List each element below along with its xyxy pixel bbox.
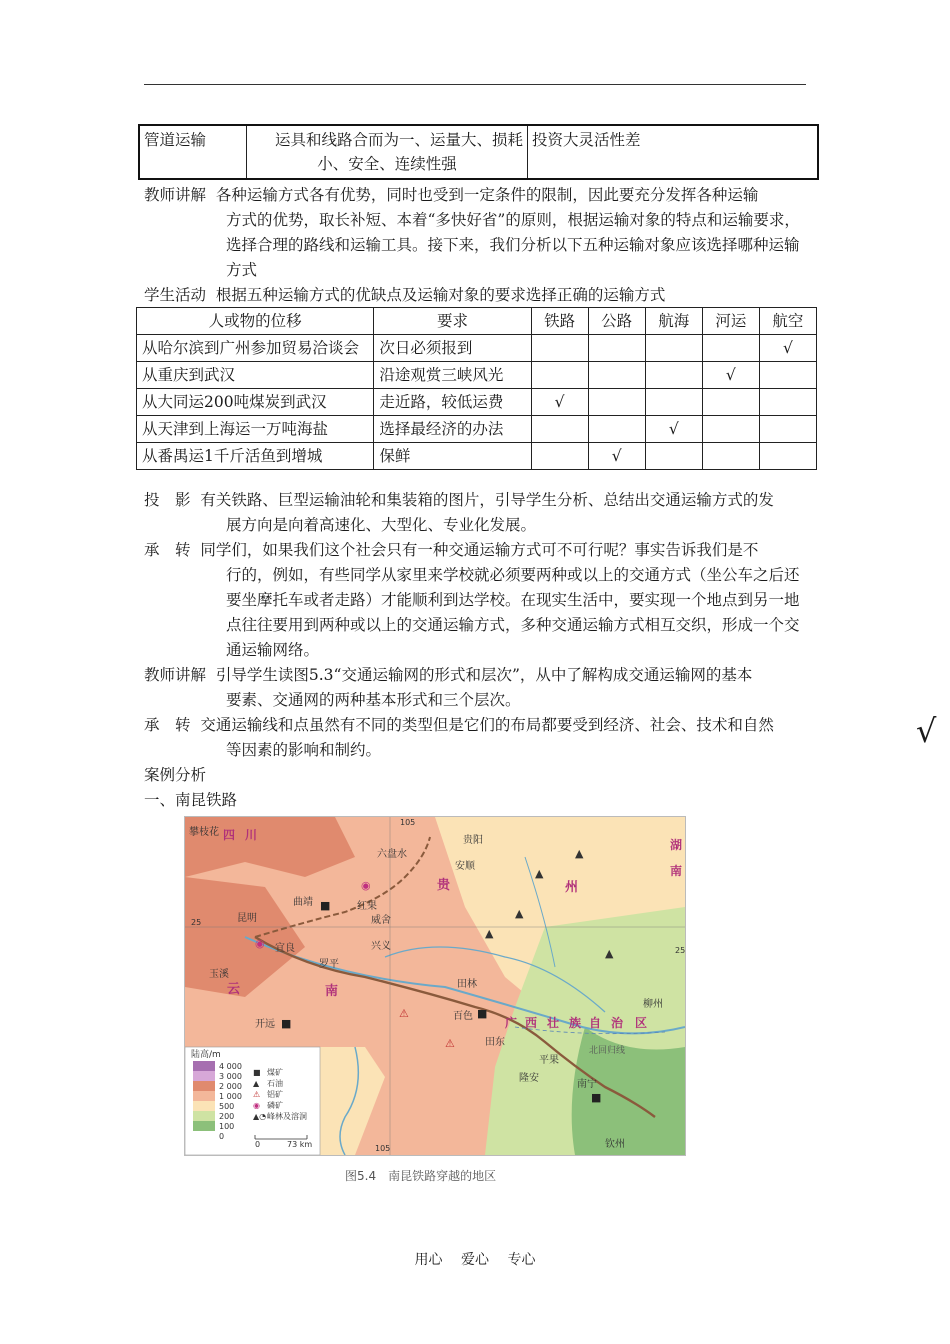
scale-label: 73 km <box>287 1140 313 1149</box>
legend-elevation: 200 <box>219 1112 235 1121</box>
legend-symbol: ■ <box>253 1068 261 1077</box>
place-label: 治 <box>611 1016 624 1030</box>
header-cell: 人或物的位移 <box>137 308 374 335</box>
legend-elevation: 100 <box>219 1122 235 1131</box>
place-label: 攀枝花 <box>189 827 219 838</box>
check-cell <box>531 416 588 443</box>
place-label: 钦州 <box>605 1139 625 1150</box>
place-label: 云 <box>227 982 241 997</box>
place-label: 四 <box>223 828 236 842</box>
check-cell <box>759 362 816 389</box>
legend-elevation: 3 000 <box>219 1072 242 1081</box>
legend-elevation: 0 <box>219 1132 225 1141</box>
legend-symbol: ▲◔ <box>253 1112 267 1121</box>
place-label: 安顺 <box>455 861 475 872</box>
resource-symbol: ⚠ <box>399 1007 409 1020</box>
legend-title: 陆高/m <box>191 1050 221 1060</box>
legend-swatch <box>193 1061 215 1071</box>
para-label: 投 影 <box>144 491 191 509</box>
para-first-line: 各种运输方式各有优势，同时也受到一定条件的限制，因此要充分发挥各种运输 <box>215 186 759 204</box>
table-header-row <box>137 308 817 335</box>
place-label: 曲靖 <box>293 897 313 908</box>
para-first-line: 交通运输线和点虽然有不同的类型但是它们的布局都要受到经济、社会、技术和自然 <box>200 716 774 734</box>
legend-item: 磷矿 <box>267 1101 283 1110</box>
place-label: 自 <box>589 1016 602 1030</box>
para-body: 要素、交通网的两种基本形式和三个层次。 <box>226 691 521 709</box>
place-label: 兴义 <box>371 941 391 952</box>
requirement-cell: 保鲜 <box>374 443 531 470</box>
check-cell <box>645 443 702 470</box>
place-label: 宜良 <box>275 943 295 954</box>
place-label: 百色 <box>453 1011 473 1022</box>
subject-cell: 从番禺运1千斤活鱼到增城 <box>137 443 374 470</box>
table-row <box>137 362 817 389</box>
check-cell <box>759 389 816 416</box>
para-body: 等因素的影响和制约。 <box>226 741 382 759</box>
place-label: 湖 <box>670 838 683 852</box>
place-label: 贵 <box>437 878 451 893</box>
teacher-explanation-1 <box>144 183 808 283</box>
resource-symbol: ▲ <box>515 907 524 920</box>
check-cell <box>702 443 759 470</box>
place-label: 州 <box>565 880 579 895</box>
header-cell: 公路 <box>588 308 645 335</box>
place-label: 田林 <box>457 979 477 990</box>
header-rule <box>144 84 806 85</box>
requirement-cell: 次日必须报到 <box>374 335 531 362</box>
requirement-cell: 选择最经济的办法 <box>374 416 531 443</box>
legend-swatch <box>193 1121 215 1131</box>
resource-symbol: ■ <box>477 1007 488 1020</box>
resource-symbol: ⚠ <box>445 1037 455 1050</box>
legend-swatch <box>193 1111 215 1121</box>
place-label: 南 <box>325 984 339 999</box>
pipeline-row-table <box>138 124 819 180</box>
grid-label: 105 <box>375 1144 391 1153</box>
scale-label: 0 <box>255 1140 261 1149</box>
para-label: 承 转 <box>144 541 191 559</box>
check-cell <box>588 416 645 443</box>
check-cell <box>702 335 759 362</box>
check-cell <box>588 362 645 389</box>
case-analysis-heading: 案例分析 <box>144 766 207 784</box>
nankun-railway-map <box>184 816 686 1156</box>
para-label: 教师讲解 <box>144 186 207 204</box>
grid-label: 25 <box>675 946 685 955</box>
legend-swatch <box>193 1081 215 1091</box>
legend-item: 石油 <box>267 1079 283 1088</box>
para-label: 教师讲解 <box>144 666 207 684</box>
resource-symbol: ■ <box>591 1091 602 1104</box>
requirement-cell: 沿途观赏三峡风光 <box>374 362 531 389</box>
pipe-disadvantage-cell: 投资大灵活性差 <box>528 125 819 179</box>
transition-para-1 <box>144 538 808 663</box>
map-figure <box>185 817 685 1155</box>
teacher-explanation-2 <box>144 663 808 713</box>
check-cell <box>531 443 588 470</box>
legend-elevation: 2 000 <box>219 1082 242 1091</box>
subject-cell: 从大同运200吨煤炭到武汉 <box>137 389 374 416</box>
resource-symbol: ▲ <box>485 927 494 940</box>
para-label: 承 转 <box>144 716 191 734</box>
check-cell <box>645 362 702 389</box>
para-first-line: 引导学生读图5.3“交通运输网的形式和层次”，从中了解构成交通运输网的基本 <box>215 666 753 684</box>
header-cell: 铁路 <box>531 308 588 335</box>
resource-symbol: ▲ <box>575 847 584 860</box>
pipe-advantage-line1: 运具和线路合而为一、运量大、损耗 <box>274 131 523 149</box>
place-label: 昆明 <box>237 913 257 924</box>
place-label: 广 <box>505 1016 518 1030</box>
check-cell <box>645 389 702 416</box>
place-label: 北回归线 <box>589 1046 626 1056</box>
page-footer: 用心 爱心 专心 <box>414 1252 536 1268</box>
check-cell: √ <box>531 389 588 416</box>
pipe-advantage-cell <box>247 125 528 179</box>
place-label: 玉溪 <box>209 969 229 980</box>
student-activity <box>144 283 808 308</box>
resource-symbol: ◉ <box>361 879 371 892</box>
place-label: 平果 <box>539 1055 559 1066</box>
place-label: 西 <box>525 1016 538 1030</box>
place-label: 罗平 <box>319 959 339 970</box>
resource-symbol: ■ <box>281 1017 292 1030</box>
place-label: 隆安 <box>519 1073 539 1084</box>
legend-item: 煤矿 <box>267 1068 283 1077</box>
margin-check-mark: √ <box>916 712 937 750</box>
subject-cell: 从哈尔滨到广州参加贸易洽谈会 <box>137 335 374 362</box>
subject-cell: 从重庆到武汉 <box>137 362 374 389</box>
check-cell <box>531 362 588 389</box>
place-label: 贵阳 <box>463 835 483 846</box>
para-label: 学生活动 <box>144 286 207 304</box>
check-cell <box>702 416 759 443</box>
check-cell <box>702 389 759 416</box>
legend-swatch <box>193 1131 215 1141</box>
place-label: 六盘水 <box>377 849 407 860</box>
table-row <box>137 389 817 416</box>
pipe-advantage-line2: 小、安全、连续性强 <box>317 155 457 173</box>
check-cell <box>759 416 816 443</box>
legend-swatch <box>193 1101 215 1111</box>
table-row <box>137 335 817 362</box>
legend-swatch <box>193 1091 215 1101</box>
place-label: 南宁 <box>577 1079 597 1090</box>
header-cell: 河运 <box>702 308 759 335</box>
check-cell: √ <box>702 362 759 389</box>
transition-para-2 <box>144 713 808 763</box>
check-cell <box>645 335 702 362</box>
resource-symbol: ▲ <box>535 867 544 880</box>
pipe-name-cell: 管道运输 <box>139 125 247 179</box>
resource-symbol: ◉ <box>255 937 265 950</box>
header-cell: 要求 <box>374 308 531 335</box>
projection-para <box>144 488 808 538</box>
table-row <box>137 443 817 470</box>
place-label: 南 <box>670 864 683 878</box>
header-cell: 航空 <box>759 308 816 335</box>
transport-choice-table <box>136 307 817 470</box>
para-first-line: 同学们，如果我们这个社会只有一种交通运输方式可不可行呢？事实告诉我们是不 <box>200 541 759 559</box>
legend-elevation: 1 000 <box>219 1092 242 1101</box>
place-label: 区 <box>635 1016 648 1030</box>
check-cell: √ <box>588 443 645 470</box>
requirement-cell: 走近路，较低运费 <box>374 389 531 416</box>
legend-item: 铝矿 <box>267 1090 283 1099</box>
map-caption: 图5.4 南昆铁路穿越的地区 <box>345 1169 497 1183</box>
place-label: 族 <box>569 1016 582 1030</box>
case-subheading: 一、南昆铁路 <box>144 791 238 809</box>
legend-swatch <box>193 1071 215 1081</box>
place-label: 威舍 <box>371 915 391 926</box>
place-label: 川 <box>245 828 258 842</box>
table-row <box>137 416 817 443</box>
legend-symbol: ⚠ <box>253 1090 261 1099</box>
grid-label: 105 <box>400 818 416 827</box>
legend-elevation: 500 <box>219 1102 235 1111</box>
legend-symbol: ◉ <box>253 1101 260 1110</box>
grid-label: 25 <box>191 918 202 927</box>
check-cell: √ <box>759 335 816 362</box>
header-cell: 航海 <box>645 308 702 335</box>
place-label: 柳州 <box>643 999 663 1010</box>
resource-symbol: ▲ <box>605 947 614 960</box>
check-cell <box>588 335 645 362</box>
resource-symbol: ■ <box>320 899 331 912</box>
subject-cell: 从天津到上海运一万吨海盐 <box>137 416 374 443</box>
para-body: 方式的优势，取长补短、本着“多快好省”的原则，根据运输对象的特点和运输要求，选择合理的路线和运输工具。接下来，我们分析以下五种运输对象应该选择哪种运输方式 <box>226 211 800 279</box>
para-body: 行的，例如，有些同学从家里来学校就必须要两种或以上的交通方式（坐公车之后还要坐摩托车或者走路）才能顺利到达学校。在现实生活中，要实现一个地点到另一地点往往要用到两种或以上的交通运输方式，多种交通运输方式相互交织，形成一个交通运输网络。 <box>226 566 800 659</box>
place-label: 田东 <box>485 1037 505 1048</box>
check-cell <box>531 335 588 362</box>
place-label: 开远 <box>255 1019 275 1030</box>
place-label: 红果 <box>357 901 377 912</box>
para-body: 展方向是向着高速化、大型化、专业化发展。 <box>226 516 537 534</box>
legend-item: 峰林及溶洞 <box>267 1112 307 1121</box>
legend-elevation: 4 000 <box>219 1062 242 1071</box>
para-text: 根据五种运输方式的优缺点及运输对象的要求选择正确的运输方式 <box>215 286 666 304</box>
para-first-line: 有关铁路、巨型运输油轮和集装箱的图片，引导学生分析、总结出交通运输方式的发 <box>200 491 774 509</box>
check-cell <box>588 389 645 416</box>
place-label: 壮 <box>547 1016 560 1030</box>
check-cell: √ <box>645 416 702 443</box>
check-cell <box>759 443 816 470</box>
legend-symbol: ▲ <box>253 1079 260 1088</box>
